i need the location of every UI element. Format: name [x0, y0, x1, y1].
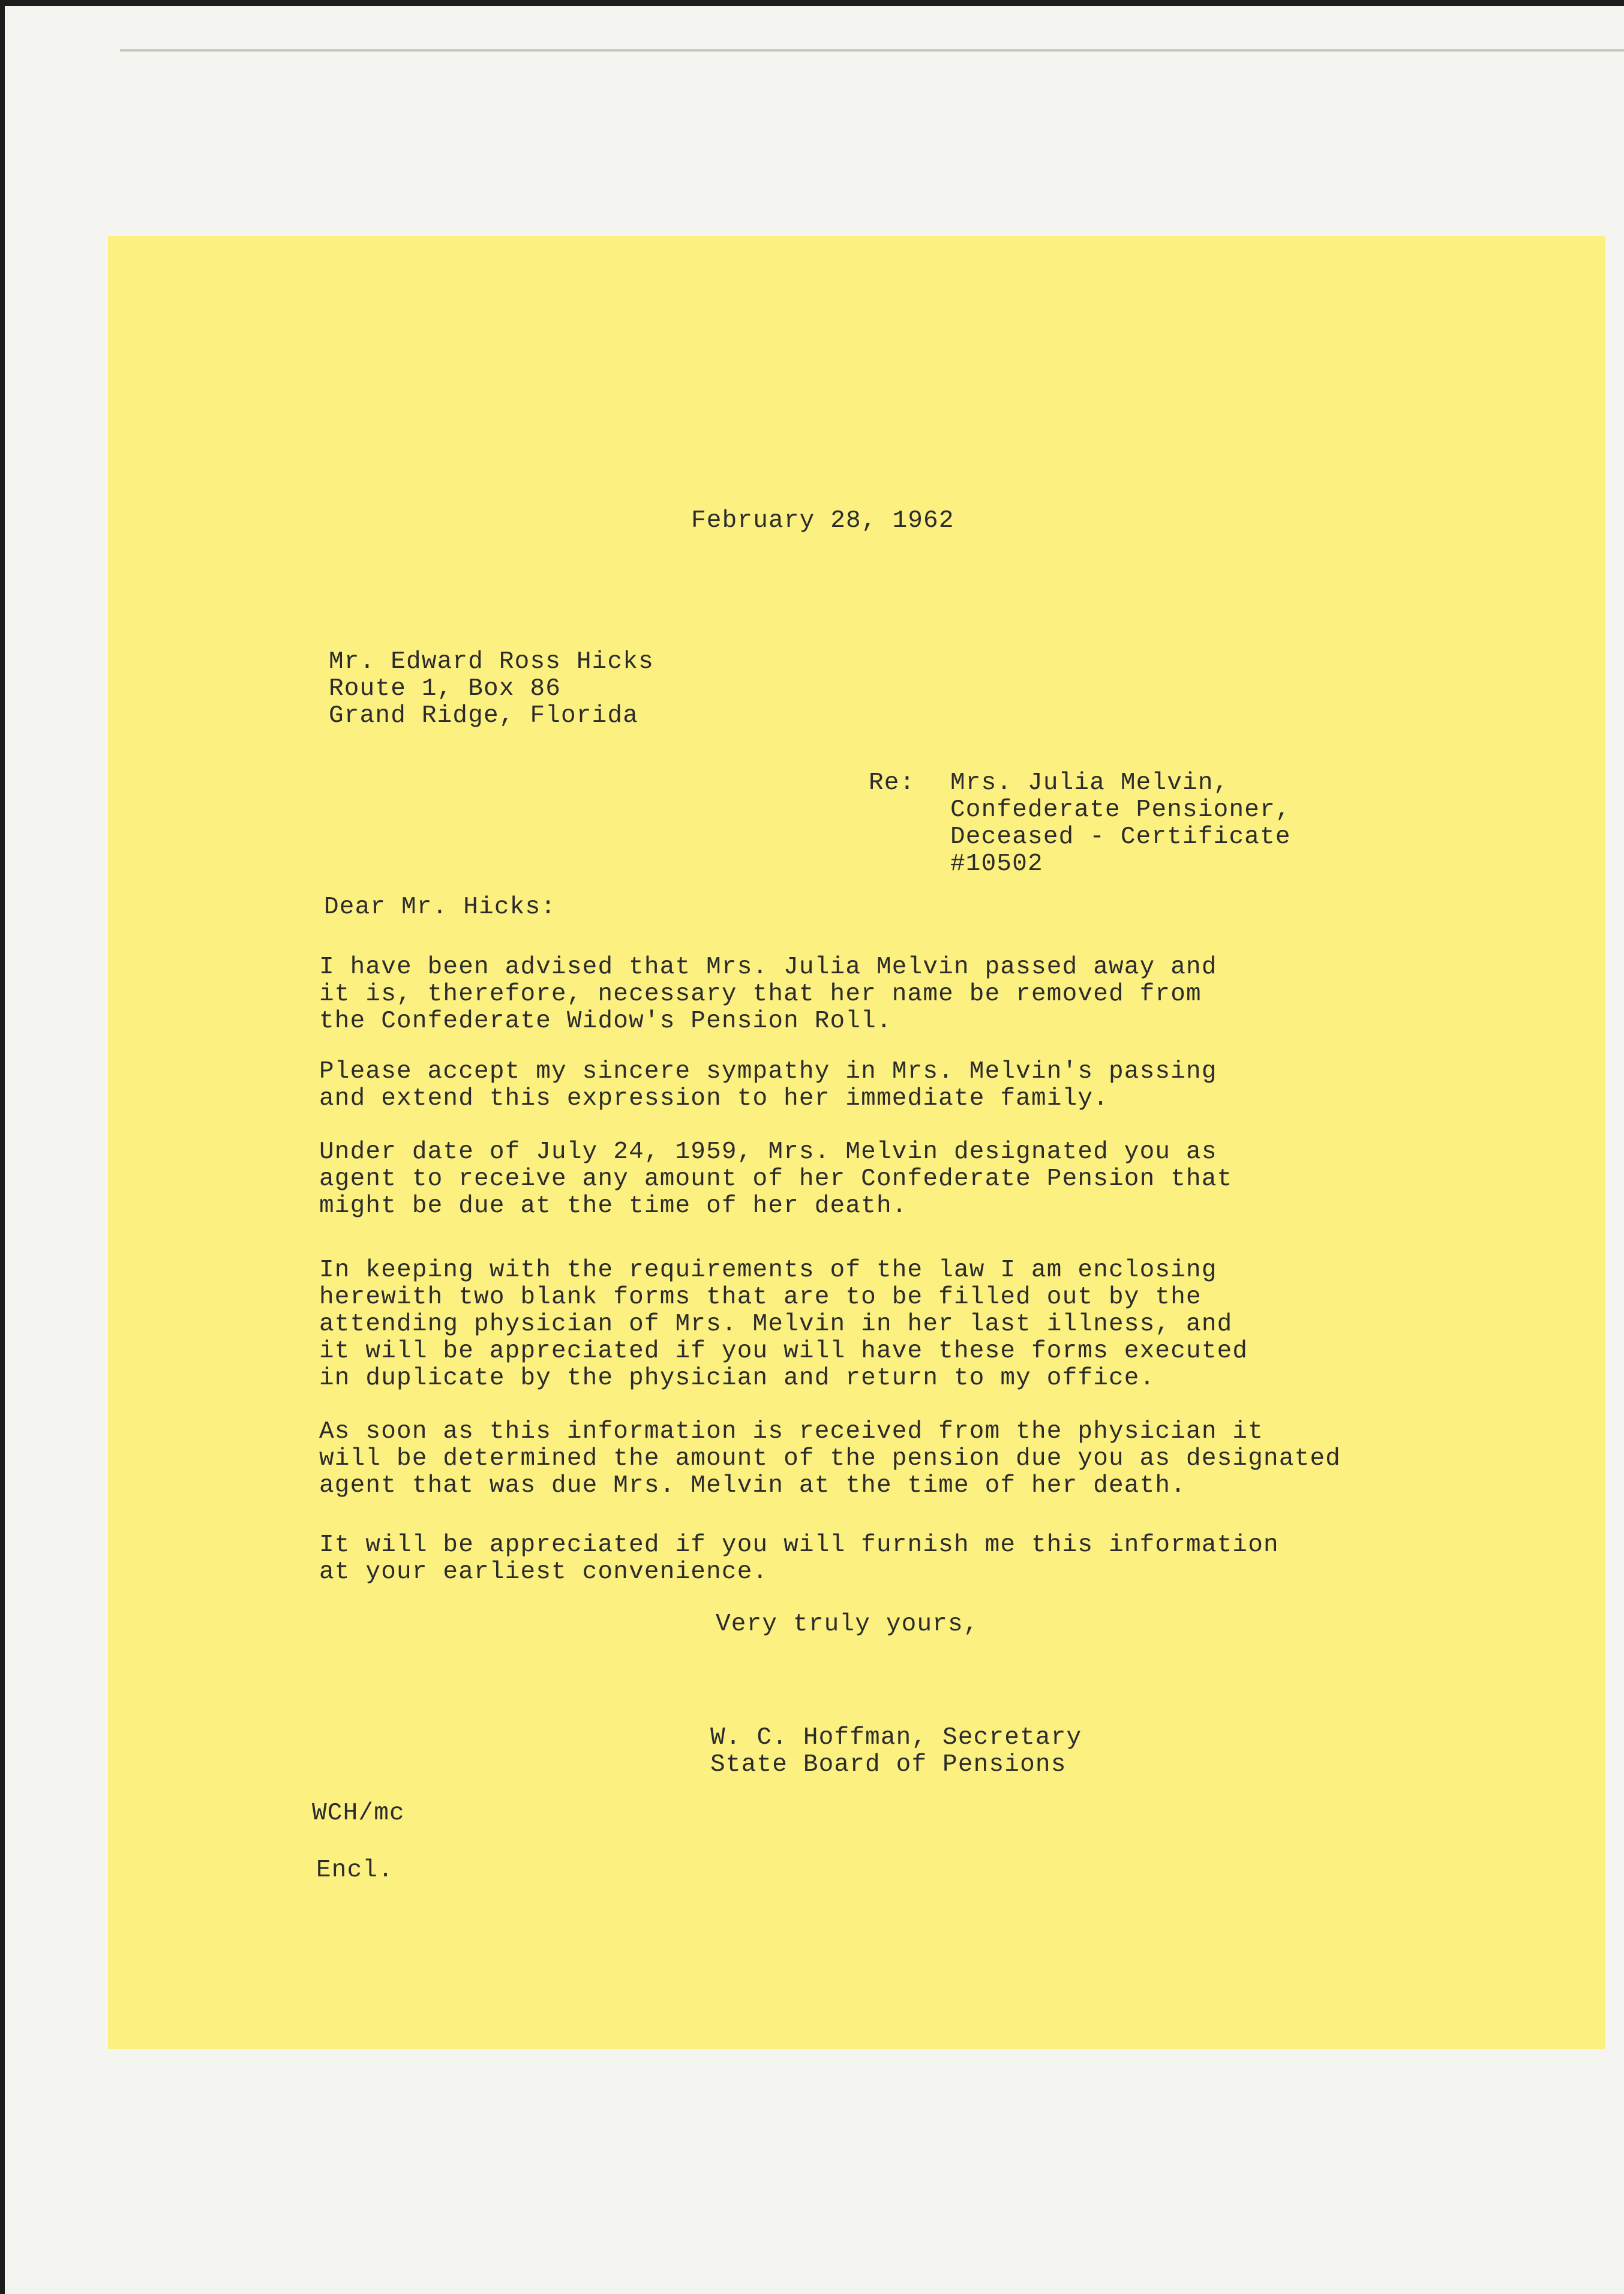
signer-name: W. C. Hoffman, Secretary [710, 1724, 1082, 1752]
paper-fold-line [120, 49, 1624, 52]
body-paragraph-4: In keeping with the requirements of the law I am enclosing herewith two blank forms that are to be filled out by the attending physician of Mrs. Melvin in her last illness, and it will be appreciated if you will have these forms executed in duplicate by the physician and return to my office. [319, 1257, 1248, 1392]
signer-organization: State Board of Pensions [710, 1751, 1067, 1779]
recipient-name: Mr. Edward Ross Hicks [329, 648, 654, 676]
subject-block [950, 770, 1291, 878]
certificate-number: #10502 [950, 850, 1043, 878]
complimentary-closing: Very truly yours, [716, 1611, 979, 1638]
recipient-address [329, 649, 654, 730]
scan-top-border [0, 0, 1624, 6]
subject-line: Mrs. Julia Melvin, [950, 769, 1229, 797]
enclosure-notation: Encl. [316, 1857, 394, 1884]
salutation: Dear Mr. Hicks: [324, 893, 557, 921]
body-paragraph-6: It will be appreciated if you will furnish me this information at your earliest convenience. [319, 1531, 1279, 1586]
subject-line: Deceased - Certificate [950, 823, 1291, 851]
body-paragraph-1: I have been advised that Mrs. Julia Melvin passed away and it is, therefore, necessary that her name be removed from the Confederate Widow's Pension Roll. [319, 953, 1217, 1035]
recipient-street: Route 1, Box 86 [329, 675, 562, 703]
body-paragraph-2: Please accept my sincere sympathy in Mrs. Melvin's passing and extend this expression to her immediate family. [319, 1058, 1217, 1112]
body-paragraph-3: Under date of July 24, 1959, Mrs. Melvin designated you as agent to receive any amount of her Confederate Pension that might be due at the time of her death. [319, 1138, 1233, 1220]
body-paragraph-5: As soon as this information is received from the physician it will be determined the amount of the pension due you as designated agent that was due Mrs. Melvin at the time of her death. [319, 1418, 1341, 1500]
letter-date: February 28, 1962 [691, 507, 954, 535]
signature-block [710, 1725, 1082, 1779]
scan-left-border [0, 0, 5, 2294]
subject-line: Confederate Pensioner, [950, 796, 1291, 824]
reference-initials: WCH/mc [312, 1800, 405, 1827]
re-label: Re: [869, 769, 915, 797]
recipient-city: Grand Ridge, Florida [329, 702, 639, 730]
